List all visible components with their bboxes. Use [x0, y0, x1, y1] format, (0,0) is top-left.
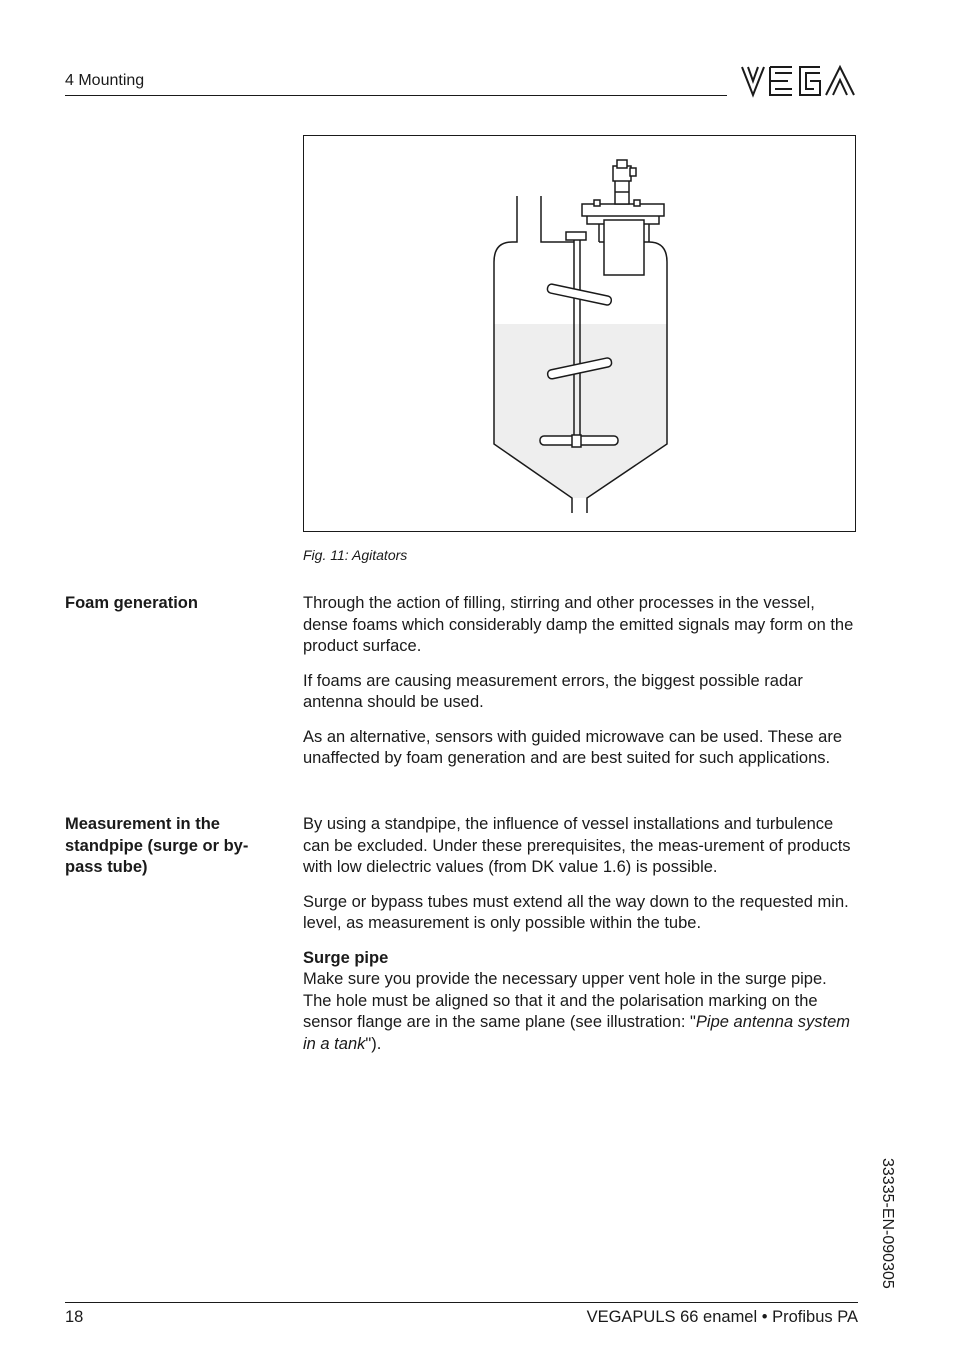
subheading-surge-pipe: Surge pipe	[303, 948, 389, 967]
page-number: 18	[65, 1308, 84, 1326]
foam-generation-body	[303, 593, 859, 783]
section-title: 4 Mounting	[65, 72, 145, 89]
surge-pipe-paragraph	[303, 969, 859, 1055]
paragraph: If foams are causing measurement errors, the biggest possible radar antenna should be used.	[303, 671, 803, 712]
heading-standpipe-measurement: Measurement in the standpipe (surge or by-pass tube)	[65, 815, 249, 877]
paragraph: As an alternative, sensors with guided microwave can be used. These are unaffected by foam generation and are best suited for such applications.	[303, 727, 842, 768]
document-code	[878, 1158, 898, 1308]
surge-pipe-text: Make sure you provide the necessary upper vent hole in the surge pipe. The hole must be aligned so that it and the polarisation marking on the sensor flange are in the same plane (see illustration: "	[303, 970, 827, 1032]
figure-caption: Fig. 11: Agitators	[303, 547, 408, 563]
document-code-text: 33335-EN-090305	[879, 1158, 896, 1289]
vega-logo	[740, 64, 858, 98]
standpipe-body	[303, 814, 859, 1068]
figure-agitators	[303, 135, 856, 532]
heading-foam-generation: Foam generation	[65, 594, 198, 612]
cross-reference-link-text: Pipe antenna system in a tank	[303, 1013, 850, 1053]
footer-rule	[65, 1302, 858, 1303]
surge-pipe-text-end: ").	[365, 1034, 382, 1053]
header-rule	[65, 95, 727, 96]
footer-doc-title: VEGAPULS 66 enamel • Profibus PA	[586, 1308, 858, 1326]
paragraph: Surge or bypass tubes must extend all the way down to the requested min. level, as measurement is only possible within the tube.	[303, 892, 849, 933]
agitator-vessel-drawing	[304, 136, 857, 533]
paragraph: Through the action of filling, stirring and other processes in the vessel, dense foams which considerably damp the emitted signals may form on the product surface.	[303, 594, 854, 656]
paragraph: By using a standpipe, the influence of vessel installations and turbulence can be excluded. Under these prerequisites, the meas-urement of products with low dielectric values (from DK value 1.6) is possible.	[303, 815, 851, 877]
